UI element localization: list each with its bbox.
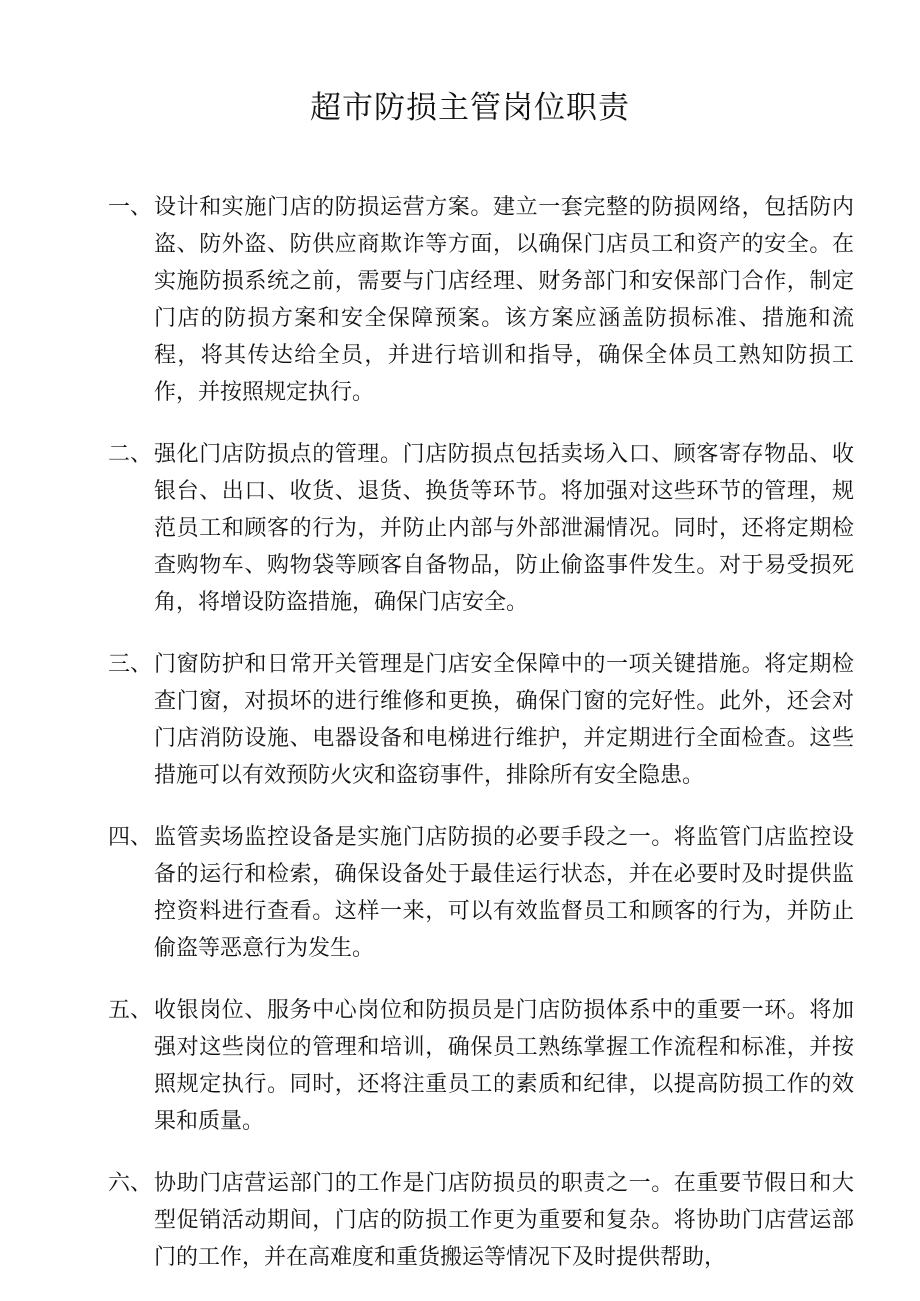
duty-number: 五、 bbox=[108, 998, 153, 1023]
duty-text: 门窗防护和日常开关管理是门店安全保障中的一项关键措施。将定期检查门窗，对损坏的进行维修和更换，确保门窗的完好性。此外，还会对门店消防设施、电器设备和电梯进行维护，并定期进行全面检查。这些措施可以有效预防火灾和盗窃事件，排除所有安全隐患。 bbox=[154, 652, 854, 788]
duty-item-1 bbox=[108, 189, 854, 411]
document-title: 超市防损主管岗位职责 bbox=[310, 90, 630, 126]
duty-item-2 bbox=[108, 436, 854, 621]
duty-number: 一、 bbox=[108, 195, 153, 220]
duty-text: 强化门店防损点的管理。门店防损点包括卖场入口、顾客寄存物品、收银台、出口、收货、退货、换货等环节。将加强对这些环节的管理，规范员工和顾客的行为，并防止内部与外部泄漏情况。同时，还将定期检查购物车、购物袋等顾客自备物品，防止偷盗事件发生。对于易受损死角，将增设防盗措施，确保门店安全。 bbox=[154, 442, 854, 615]
duty-text: 监管卖场监控设备是实施门店防损的必要手段之一。将监管门店监控设备的运行和检索，确保设备处于最佳运行状态，并在必要时及时提供监控资料进行查看。这样一来，可以有效监督员工和顾客的行为，并防止偷盗等恶意行为发生。 bbox=[154, 825, 854, 961]
duty-item-3 bbox=[108, 646, 854, 794]
duty-text: 设计和实施门店的防损运营方案。建立一套完整的防损网络，包括防内盗、防外盗、防供应商欺诈等方面，以确保门店员工和资产的安全。在实施防损系统之前，需要与门店经理、财务部门和安保部门合作，制定门店的防损方案和安全保障预案。该方案应涵盖防损标准、措施和流程，将其传达给全员，并进行培训和指导，确保全体员工熟知防损工作，并按照规定执行。 bbox=[154, 195, 854, 405]
duty-number: 二、 bbox=[108, 442, 153, 467]
duty-item-4 bbox=[108, 819, 854, 967]
duty-text: 协助门店营运部门的工作是门店防损员的职责之一。在重要节假日和大型促销活动期间，门店的防损工作更为重要和复杂。将协助门店营运部门的工作，并在高难度和重货搬运等情况下及时提供帮助， bbox=[154, 1171, 854, 1270]
duty-number: 三、 bbox=[108, 652, 153, 677]
duty-item-5 bbox=[108, 992, 854, 1140]
duty-list bbox=[108, 189, 868, 1301]
duty-text: 收银岗位、服务中心岗位和防损员是门店防损体系中的重要一环。将加强对这些岗位的管理和培训，确保员工熟练掌握工作流程和标准，并按照规定执行。同时，还将注重员工的素质和纪律，以提高防损工作的效果和质量。 bbox=[154, 998, 854, 1134]
duty-number: 四、 bbox=[108, 825, 153, 850]
duty-item-6 bbox=[108, 1165, 854, 1276]
duty-number: 六、 bbox=[108, 1171, 153, 1196]
